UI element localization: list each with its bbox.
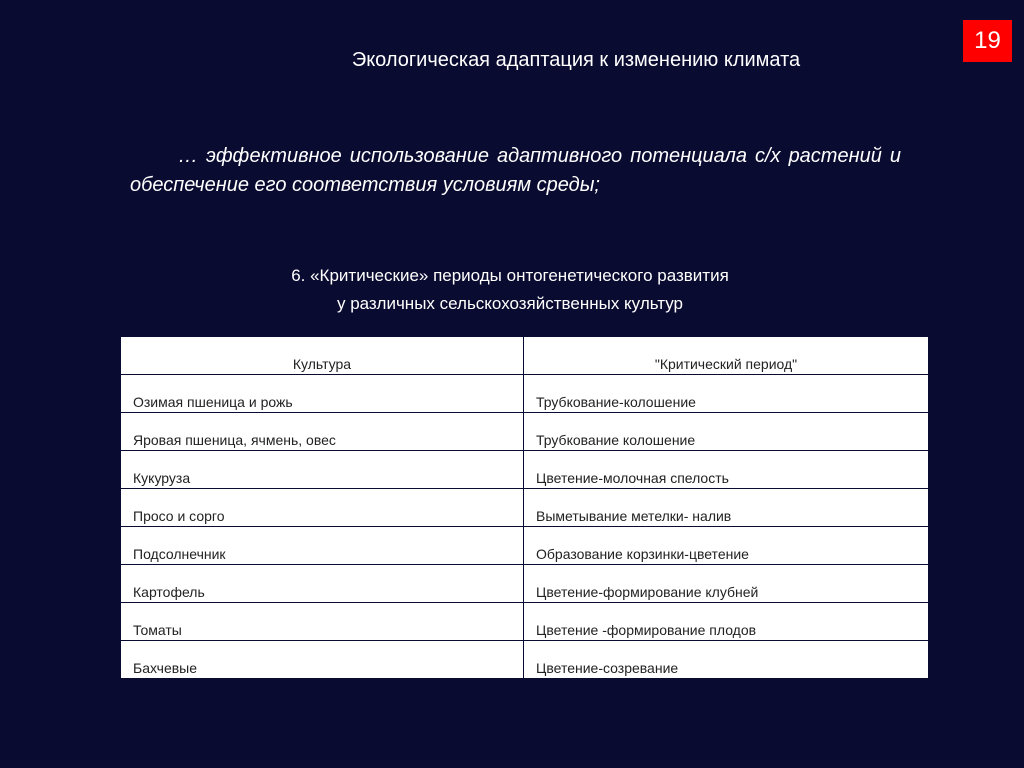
table-caption-line-1: 6. «Критические» периоды онтогенетического развития bbox=[291, 266, 729, 285]
cell-crop: Подсолнечник bbox=[121, 527, 524, 565]
table-row bbox=[121, 489, 929, 527]
cell-period: Выметывание метелки- налив bbox=[524, 489, 929, 527]
cell-crop: Озимая пшеница и рожь bbox=[121, 375, 524, 413]
cell-crop: Томаты bbox=[121, 603, 524, 641]
table-header-row bbox=[121, 337, 929, 375]
table-caption-line-2: у различных сельскохозяйственных культур bbox=[336, 294, 684, 313]
table-row bbox=[121, 413, 929, 451]
cell-crop: Картофель bbox=[121, 565, 524, 603]
cell-crop: Просо и сорго bbox=[121, 489, 524, 527]
header-crop: Культура bbox=[121, 337, 524, 375]
cell-period: Цветение-созревание bbox=[524, 641, 929, 679]
table-row bbox=[121, 527, 929, 565]
table-row bbox=[121, 641, 929, 679]
cell-crop: Кукуруза bbox=[121, 451, 524, 489]
table-row bbox=[121, 603, 929, 641]
cell-period: Трубкование колошение bbox=[524, 413, 929, 451]
cell-period: Трубкование-колошение bbox=[524, 375, 929, 413]
header-critical-period: "Критический период" bbox=[524, 337, 929, 375]
critical-periods-table bbox=[120, 336, 929, 679]
cell-period: Цветение-молочная спелость bbox=[524, 451, 929, 489]
cell-period: Образование корзинки-цветение bbox=[524, 527, 929, 565]
table-row bbox=[121, 451, 929, 489]
cell-crop: Яровая пшеница, ячмень, овес bbox=[121, 413, 524, 451]
table-caption bbox=[0, 262, 1020, 318]
slide-title: Экологическая адаптация к изменению климата bbox=[351, 49, 801, 71]
cell-crop: Бахчевые bbox=[121, 641, 524, 679]
cell-period: Цветение-формирование клубней bbox=[524, 565, 929, 603]
table-row bbox=[121, 375, 929, 413]
slide-number: 19 bbox=[963, 20, 1012, 62]
table-row bbox=[121, 565, 929, 603]
cell-period: Цветение -формирование плодов bbox=[524, 603, 929, 641]
quote-text: … эффективное использование адаптивного потенциала с/х растений и обеспечение его соответствия условиям среды; bbox=[130, 145, 901, 196]
